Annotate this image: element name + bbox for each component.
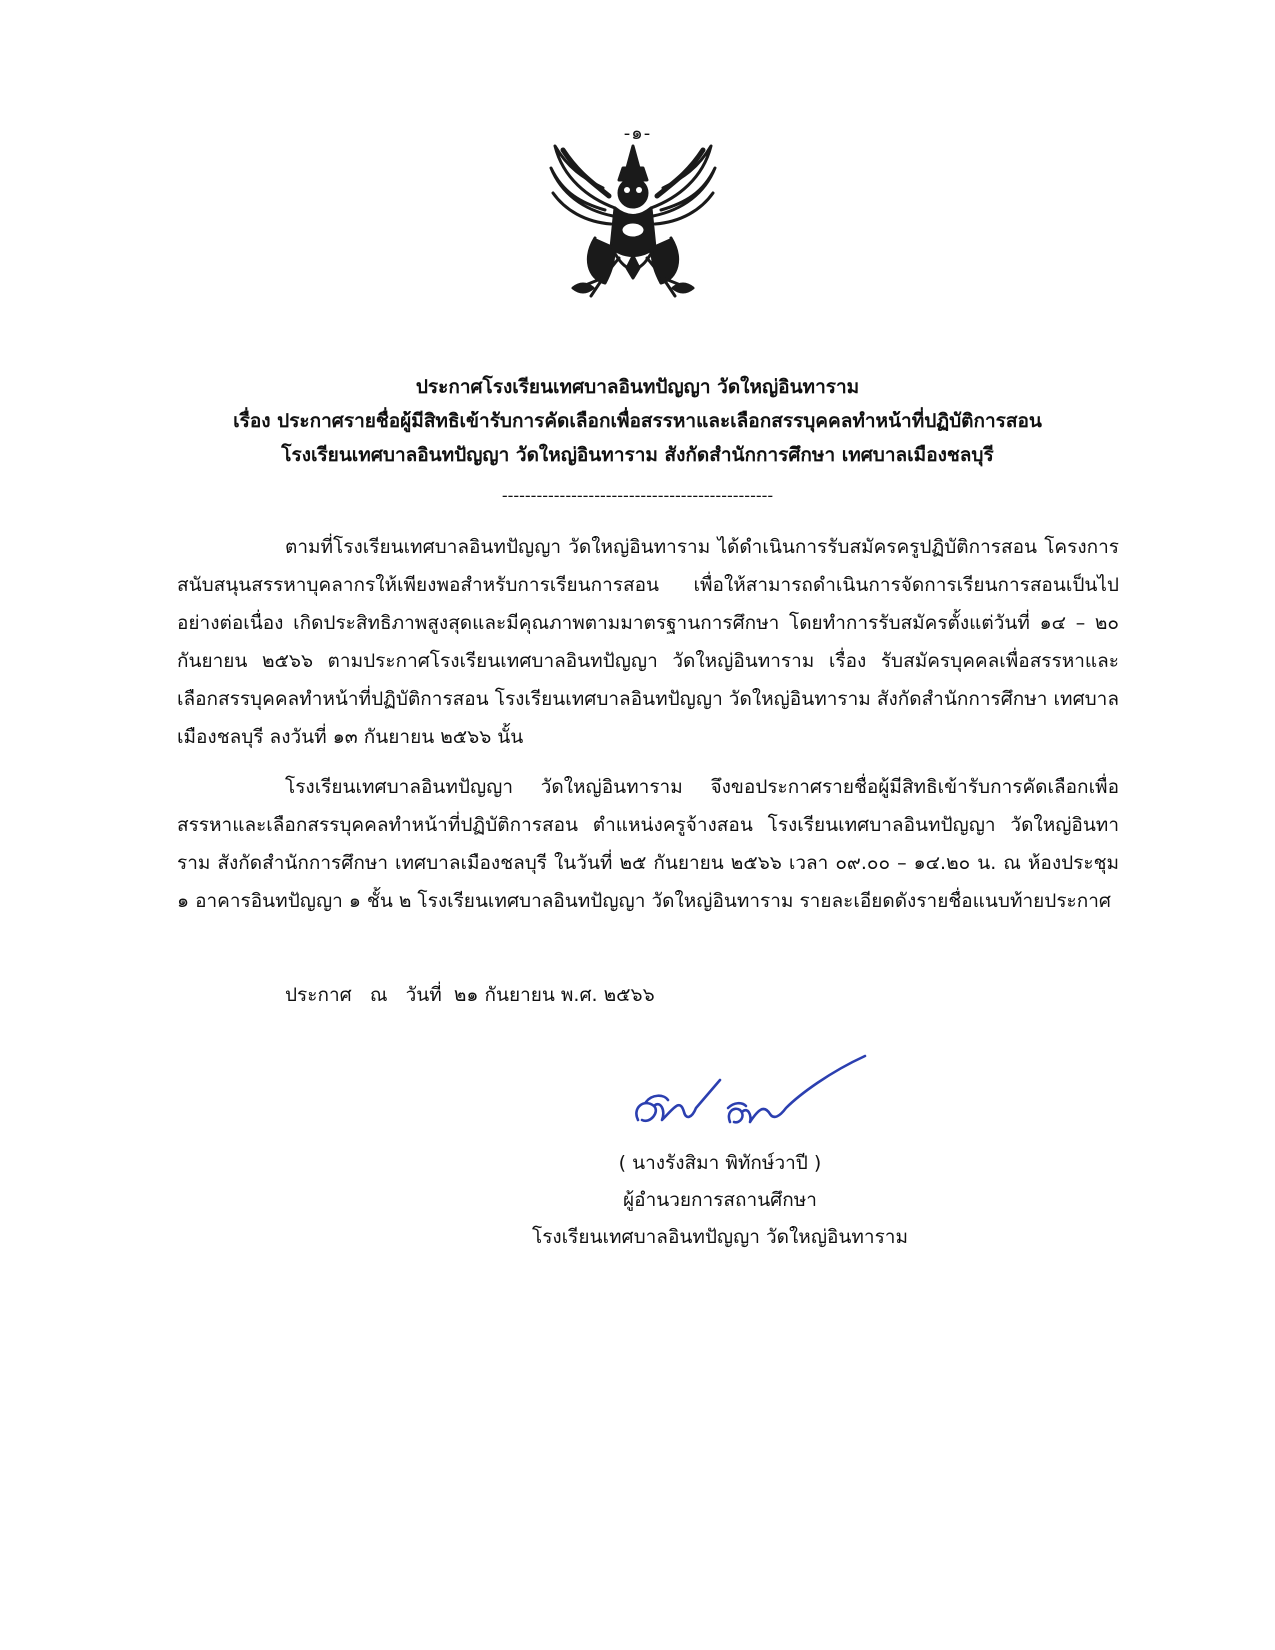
handwritten-signature	[630, 1050, 870, 1140]
body-paragraph-1: ตามที่โรงเรียนเทศบาลอินทปัญญา วัดใหญ่อินทาราม ได้ดำเนินการรับสมัครครูปฏิบัติการสอน โครงการสนับสนุนสรรหาบุคลากรให้เพียงพอสำหรับการเรียนการสอน เพื่อให้สามารถดำเนินการจัดการเรียนการสอนเป็นไปอย่างต่อเนื่อง เกิดประสิทธิภาพสูงสุดและมีคุณภาพตามมาตรฐานการศึกษา โดยทำการรับสมัครตั้งแต่วันที่ ๑๔ – ๒๐ กันยายน ๒๕๖๖ ตามประกาศโรงเรียนเทศบาลอินทปัญญา วัดใหญ่อินทาราม เรื่อง รับสมัครบุคคลเพื่อสรรหาและเลือกสรรบุคคลทำหน้าที่ปฏิบัติการสอน โรงเรียนเทศบาลอินทปัญญา วัดใหญ่อินทาราม สังกัดสำนักการศึกษา เทศบาลเมืองชลบุรี ลงวันที่ ๑๓ กันยายน ๒๕๖๖ นั้น	[177, 536, 1119, 748]
page-number: -๑-	[623, 123, 652, 144]
heading-subject: เรื่อง ประกาศรายชื่อผู้มีสิทธิเข้ารับการคัดเลือกเพื่อสรรหาและเลือกสรรบุคคลทำหน้าที่ปฏิบัติการสอน	[233, 410, 1042, 432]
announcement-date: ประกาศ ณ วันที่ ๒๑ กันยายน พ.ศ. ๒๕๖๖	[285, 984, 655, 1006]
heading-organization: โรงเรียนเทศบาลอินทปัญญา วัดใหญ่อินทาราม สังกัดสำนักการศึกษา เทศบาลเมืองชลบุรี	[281, 444, 994, 466]
signer-name: ( นางรังสิมา พิทักษ์วาปี )	[618, 1152, 822, 1174]
signer-position: ผู้อำนวยการสถานศึกษา	[623, 1189, 817, 1211]
heading-title: ประกาศโรงเรียนเทศบาลอินทปัญญา วัดใหญ่อินทาราม	[415, 376, 860, 398]
signer-organization: โรงเรียนเทศบาลอินทปัญญา วัดใหญ่อินทาราม	[531, 1226, 909, 1248]
heading-divider: -----------------------------------------------	[501, 486, 774, 505]
garuda-emblem-icon	[543, 138, 723, 303]
signer-block	[520, 1145, 920, 1256]
announcement-heading	[120, 370, 1155, 472]
body-paragraph-2: โรงเรียนเทศบาลอินทปัญญา วัดใหญ่อินทาราม จึงขอประกาศรายชื่อผู้มีสิทธิเข้ารับการคัดเลือกเพื่อสรรหาและเลือกสรรบุคคลทำหน้าที่ปฏิบัติการสอน ตำแหน่งครูจ้างสอน โรงเรียนเทศบาลอินทปัญญา วัดใหญ่อินทาราม สังกัดสำนักการศึกษา เทศบาลเมืองชลบุรี ในวันที่ ๒๕ กันยายน ๒๕๖๖ เวลา ๐๙.๐๐ – ๑๔.๒๐ น. ณ ห้องประชุม ๑ อาคารอินทปัญญา ๑ ชั้น ๒ โรงเรียนเทศบาลอินทปัญญา วัดใหญ่อินทาราม รายละเอียดดังรายชื่อแนบท้ายประกาศ	[177, 776, 1119, 912]
